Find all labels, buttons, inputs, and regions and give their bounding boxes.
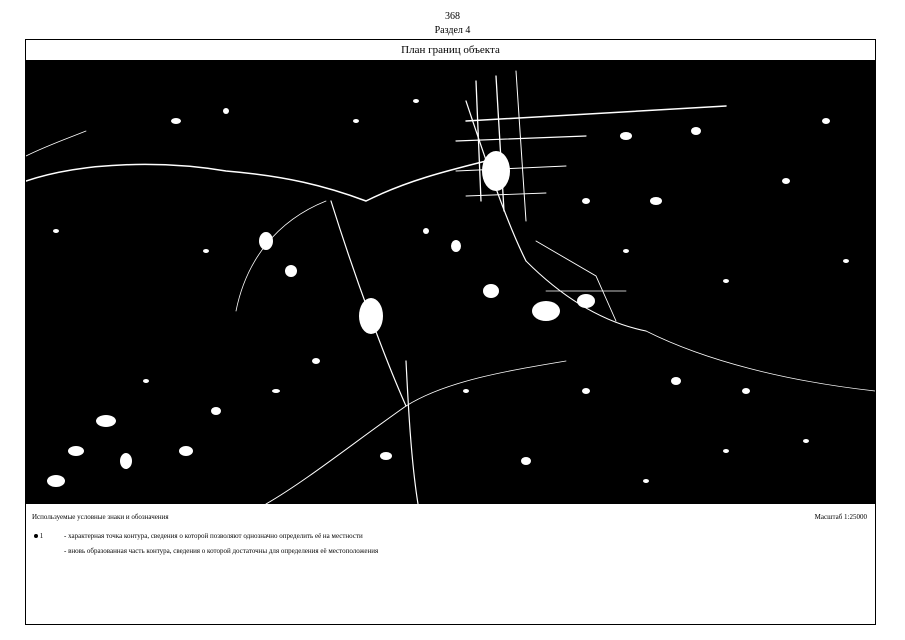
section-label: Раздел 4 <box>434 25 471 36</box>
point-dot-icon <box>34 534 38 538</box>
point-marker-number: 1 <box>39 532 44 540</box>
legend-item-contour-text: - вновь образованная часть контура, сведения о которой достаточны для определения её местоположения <box>64 547 379 555</box>
plan-frame <box>25 39 876 625</box>
legend-title: Используемые условные знаки и обозначения <box>32 513 169 521</box>
map-image <box>26 61 875 504</box>
legend-item-point <box>34 532 363 540</box>
map-scale: Масштаб 1:25000 <box>814 513 867 521</box>
satellite-map <box>26 61 875 504</box>
map-title: План границ объекта <box>26 40 875 61</box>
page-number: 368 <box>445 11 460 22</box>
point-marker <box>34 532 62 540</box>
legend-item-point-text: - характерная точка контура, сведения о которой позволяют однозначно определить её на местности <box>64 532 363 540</box>
